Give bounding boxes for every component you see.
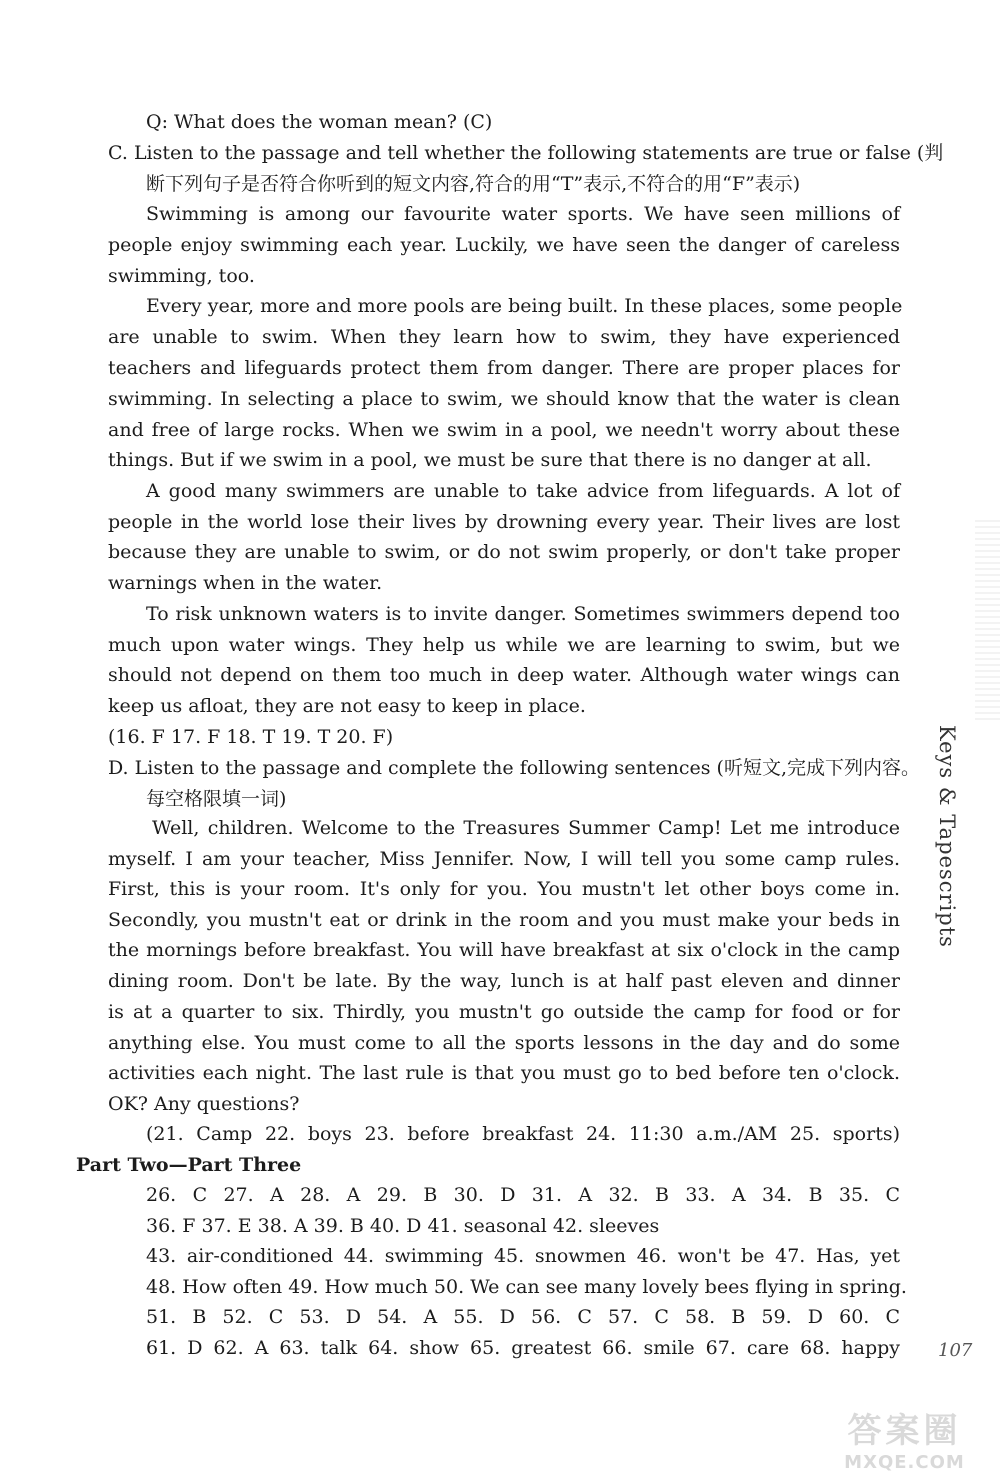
section-c-instruction-cn: 断下列句子是否符合你听到的短文内容,符合的用“T”表示,不符合的用“F”表示) — [146, 173, 801, 195]
paragraph-line: should not depend on them too much in deep water. Although water wings can — [108, 664, 900, 686]
paragraph-line: anything else. You must come to all the sports lessons in the day and do some — [108, 1032, 900, 1054]
paragraph-line: people in the world lose their lives by drowning every year. Their lives are lost — [108, 511, 900, 533]
paragraph-line: swimming, too. — [108, 265, 255, 287]
answer-row: 26. C 27. A 28. A 29. B 30. D 31. A 32. B 33. A 34. B 35. C — [146, 1184, 900, 1206]
paragraph-line: are unable to swim. When they learn how to swim, they have experienced — [108, 326, 900, 348]
paragraph-line: the mornings before breakfast. You will have breakfast at six o'clock in the camp — [108, 939, 900, 961]
paragraph-line: Every year, more and more pools are being built. In these places, some people — [146, 295, 903, 317]
answer-row: 48. How often 49. How much 50. We can see many lovely bees flying in spring. — [146, 1276, 907, 1298]
paragraph-line: keep us afloat, they are not easy to keep in place. — [108, 695, 586, 717]
paragraph-line: Swimming is among our favourite water sports. We have seen millions of — [146, 203, 900, 225]
paragraph-line: teachers and lifeguards protect them from danger. There are proper places for — [108, 357, 900, 379]
paragraph-line: people enjoy swimming each year. Luckily, we have seen the danger of careless — [108, 234, 900, 256]
side-section-label: Keys & Tapescripts — [935, 725, 959, 948]
paragraph-line: To risk unknown waters is to invite danger. Sometimes swimmers depend too — [146, 603, 900, 625]
section-d-answers: (21. Camp 22. boys 23. before breakfast 24. 11:30 a.m./AM 25. sports) — [146, 1123, 900, 1145]
paragraph-line: and free of large rocks. When we swim in a pool, we needn't worry about these — [108, 419, 900, 441]
paragraph-line: Well, children. Welcome to the Treasures Summer Camp! Let me introduce — [152, 817, 900, 839]
paragraph-line: because they are unable to swim, or do not swim properly, or don't take proper — [108, 541, 900, 563]
part-heading: Part Two—Part Three — [76, 1154, 302, 1176]
page-number: 107 — [938, 1340, 973, 1361]
paragraph-line: First, this is your room. It's only for you. You mustn't let other boys come in. — [108, 878, 900, 900]
answer-row: 51. B 52. C 53. D 54. A 55. D 56. C 57. C 58. B 59. D 60. C — [146, 1306, 900, 1328]
section-d-instruction: D. Listen to the passage and complete the following sentences (听短文,完成下列内容。 — [108, 757, 921, 779]
paragraph-line: Secondly, you mustn't eat or drink in the room and you must make your beds in — [108, 909, 900, 931]
paragraph-line: things. But if we swim in a pool, we must be sure that there is no danger at all. — [108, 449, 872, 471]
paragraph-line: OK? Any questions? — [108, 1093, 300, 1115]
scan-edge-texture — [975, 520, 1000, 720]
paragraph-line: A good many swimmers are unable to take advice from lifeguards. A lot of — [146, 480, 900, 502]
site-watermark-logo — [812, 1410, 997, 1473]
watermark-url: MXQE.COM — [844, 1451, 965, 1473]
question-line: Q: What does the woman mean? (C) — [146, 111, 493, 133]
paragraph-line: swimming. In selecting a place to swim, we should know that the water is clean — [108, 388, 900, 410]
answer-row: 61. D 62. A 63. talk 64. show 65. greatest 66. smile 67. care 68. happy — [146, 1337, 900, 1359]
paragraph-line: dining room. Don't be late. By the way, lunch is at half past eleven and dinner — [108, 970, 900, 992]
answer-row: 43. air-conditioned 44. swimming 45. snowmen 46. won't be 47. Has, yet — [146, 1245, 900, 1267]
section-c-instruction: C. Listen to the passage and tell whether the following statements are true or false (判 — [108, 142, 944, 164]
paragraph-line: is at a quarter to six. Thirdly, you mustn't go outside the camp for food or for — [108, 1001, 900, 1023]
watermark-text: 答案圈 — [847, 1410, 962, 1451]
paragraph-line: activities each night. The last rule is that you must go to bed before ten o'clock. — [108, 1062, 900, 1084]
paragraph-line: myself. I am your teacher, Miss Jennifer. Now, I will tell you some camp rules. — [108, 848, 900, 870]
section-c-answers: (16. F 17. F 18. T 19. T 20. F) — [108, 726, 394, 748]
answer-row: 36. F 37. E 38. A 39. B 40. D 41. seasonal 42. sleeves — [146, 1215, 660, 1237]
section-d-instruction-cn: 每空格限填一词) — [146, 788, 287, 810]
paragraph-line: warnings when in the water. — [108, 572, 383, 594]
paragraph-line: much upon water wings. They help us while we are learning to swim, but we — [108, 634, 900, 656]
